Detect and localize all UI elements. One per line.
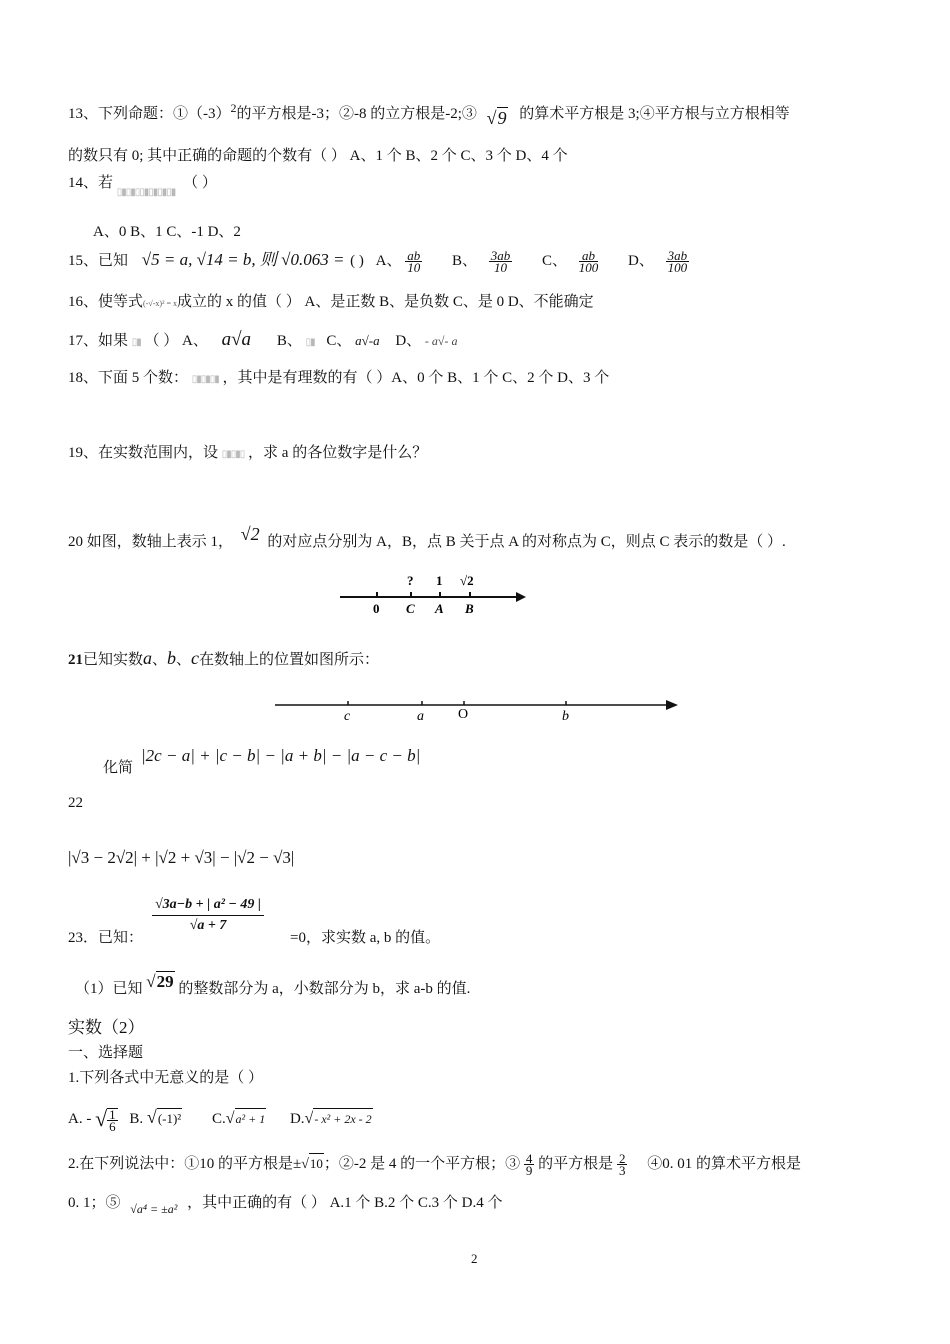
q15-expr: √5 = a, √14 = b, 则 √0.063 = — [141, 250, 345, 269]
p2-line1: 2.在下列说法中：①10 的平方根是±√10；②-2 是 4 的一个平方根；③ $\frac{4}{9}$ 的平方根是 $\frac{2}{3}$ ④0. 01 的算术平方根是 — [68, 1151, 801, 1179]
sqrt29-expr: √29 — [146, 972, 174, 991]
q13-line1: 13、下列命题：$①(-3)^2$的平方根是-3；②-8 的立方根是-2;③ √9 的算术平方根是 3;④平方根与立方根相等 — [68, 101, 790, 128]
q23-label: 23．已知： — [68, 930, 144, 946]
p2-frac-4-9: $\frac{4}{9}$ — [525, 1151, 533, 1179]
q15-option-c-frac: $\frac{ab}{100}$ — [578, 248, 599, 276]
q24-line: （1）已知 √29 的整数部分为 a，小数部分为 b，求 a-b 的值. — [75, 972, 471, 997]
p1-question: 1.下列各式中无意义的是（ ） — [68, 1070, 264, 1086]
q14-options: A、0 B、1 C、-1 D、2 — [93, 224, 241, 240]
q15-option-b-frac: $\frac{3ab}{10}$ — [490, 248, 511, 276]
p2-frac-2-3: $\frac{2}{3}$ — [618, 1151, 626, 1179]
q15-line: 15、已知 √5 = a, √14 = b, 则 √0.063 = ( ) A、 $\frac{ab}{10}$ B、 $\frac{3ab}{10}$ C、 $\frac{ab}{100}$ D、 $\frac{3ab}{100}$ — [68, 248, 688, 276]
p1-options: A. - √ $\frac{1}{6}$ B. √(-1)² C.√a² + 1 D.√- x² + 2x - 2 — [68, 1106, 372, 1134]
q13-line2: 的数只有 0; 其中正确的命题的个数有（ ） A、1 个 B、2 个 C、3 个 D、4 个 — [68, 148, 568, 164]
q14-condition-image: ▯▮▯▮▯▯▮▯▮▯▮▯▮ — [116, 187, 176, 198]
q23-rest: =0，求实数 a, b 的值。 — [290, 930, 441, 946]
q15-option-a-frac: $\frac{ab}{10}$ — [407, 248, 421, 276]
q20-label-zero: 0 — [373, 601, 380, 616]
q21-label-origin: O — [458, 707, 469, 722]
q21-label-c: c — [344, 709, 351, 724]
q20-label-sqrt2: √2 — [460, 573, 474, 588]
q20-sqrt2: √2 — [240, 524, 260, 544]
q22-expression: |√3 − 2√2| + |√2 + √3| − |√2 − √3| — [68, 848, 295, 867]
section-subtitle: 一、选择题 — [68, 1045, 144, 1061]
sqrt9-expr: √9 — [486, 108, 507, 128]
q20-number-line-figure — [330, 565, 530, 620]
q17-line: 17、如果 ▯▮ （ ） A、 a√a B、 ▯▮ C、 a√-a D、 - a√- a — [68, 329, 458, 350]
q21-label-b: b — [562, 709, 569, 724]
q20-label-a: A — [435, 601, 444, 616]
p1-option-a-frac: $\frac{1}{6}$ — [109, 1106, 116, 1134]
q21-line: 21已知实数a、b、c在数轴上的位置如图所示： — [68, 648, 380, 668]
q17-condition-image: ▯▮ — [131, 337, 141, 348]
page-number: 2 — [471, 1251, 478, 1266]
q19-line: 19、在实数范围内，设 ▯▮▯▮▯ ，求 a 的各位数字是什么？ — [68, 445, 428, 461]
q20-label-question: ? — [407, 573, 414, 588]
q20-label-c: C — [406, 601, 415, 616]
q16-line: 16、使等式(-√-x)² = x成立的 x 的值（ ） A、是正数 B、是负数 C、是 0 D、不能确定 — [68, 294, 594, 310]
q20-label-one: 1 — [436, 573, 443, 588]
q19-expr-image: ▯▮▯▮▯ — [221, 449, 245, 460]
section-title: 实数（2） — [68, 1018, 145, 1037]
q14-line1: 14、若 $_{▯▮▯▮▯▯▮▯▮▯▮▯▮}$ （ ） — [68, 175, 217, 198]
q21-expression: |2c − a| + |c − b| − |a + b| − |a − c − b| — [141, 746, 421, 765]
p2-line2: 0. 1；⑤ $_{√a^4 = \pm a^2}$ ，其中正确的有（ ） A.1 个 B.2 个 C.3 个 D.4 个 — [68, 1195, 503, 1216]
q21-number-line-figure — [270, 690, 685, 730]
q15-option-d-frac: $\frac{3ab}{100}$ — [667, 248, 688, 276]
q21-label-a: a — [417, 709, 424, 724]
q18-numbers-image: ▯▮▯▮▯▮ — [191, 374, 219, 385]
q17-option-b-image: ▯▮ — [305, 337, 315, 348]
q21-simplify-label: 化简 — [103, 760, 134, 776]
q20-label-b: B — [465, 601, 474, 616]
q18-line: 18、下面 5 个数： ▯▮▯▮▯▮ ，其中是有理数的有（ ）A、0 个 B、1 个 C、2 个 D、3 个 — [68, 370, 610, 386]
q20-line: 20 如图，数轴上表示 1， √2 的对应点分别为 A，B，点 B 关于点 A 的对称点为 C，则点 C 表示的数是（ ）. — [68, 524, 786, 550]
q22-number: 22 — [68, 795, 83, 811]
q23-fraction: √3a−b + | a² − 49 | √a + 7 — [152, 897, 264, 934]
